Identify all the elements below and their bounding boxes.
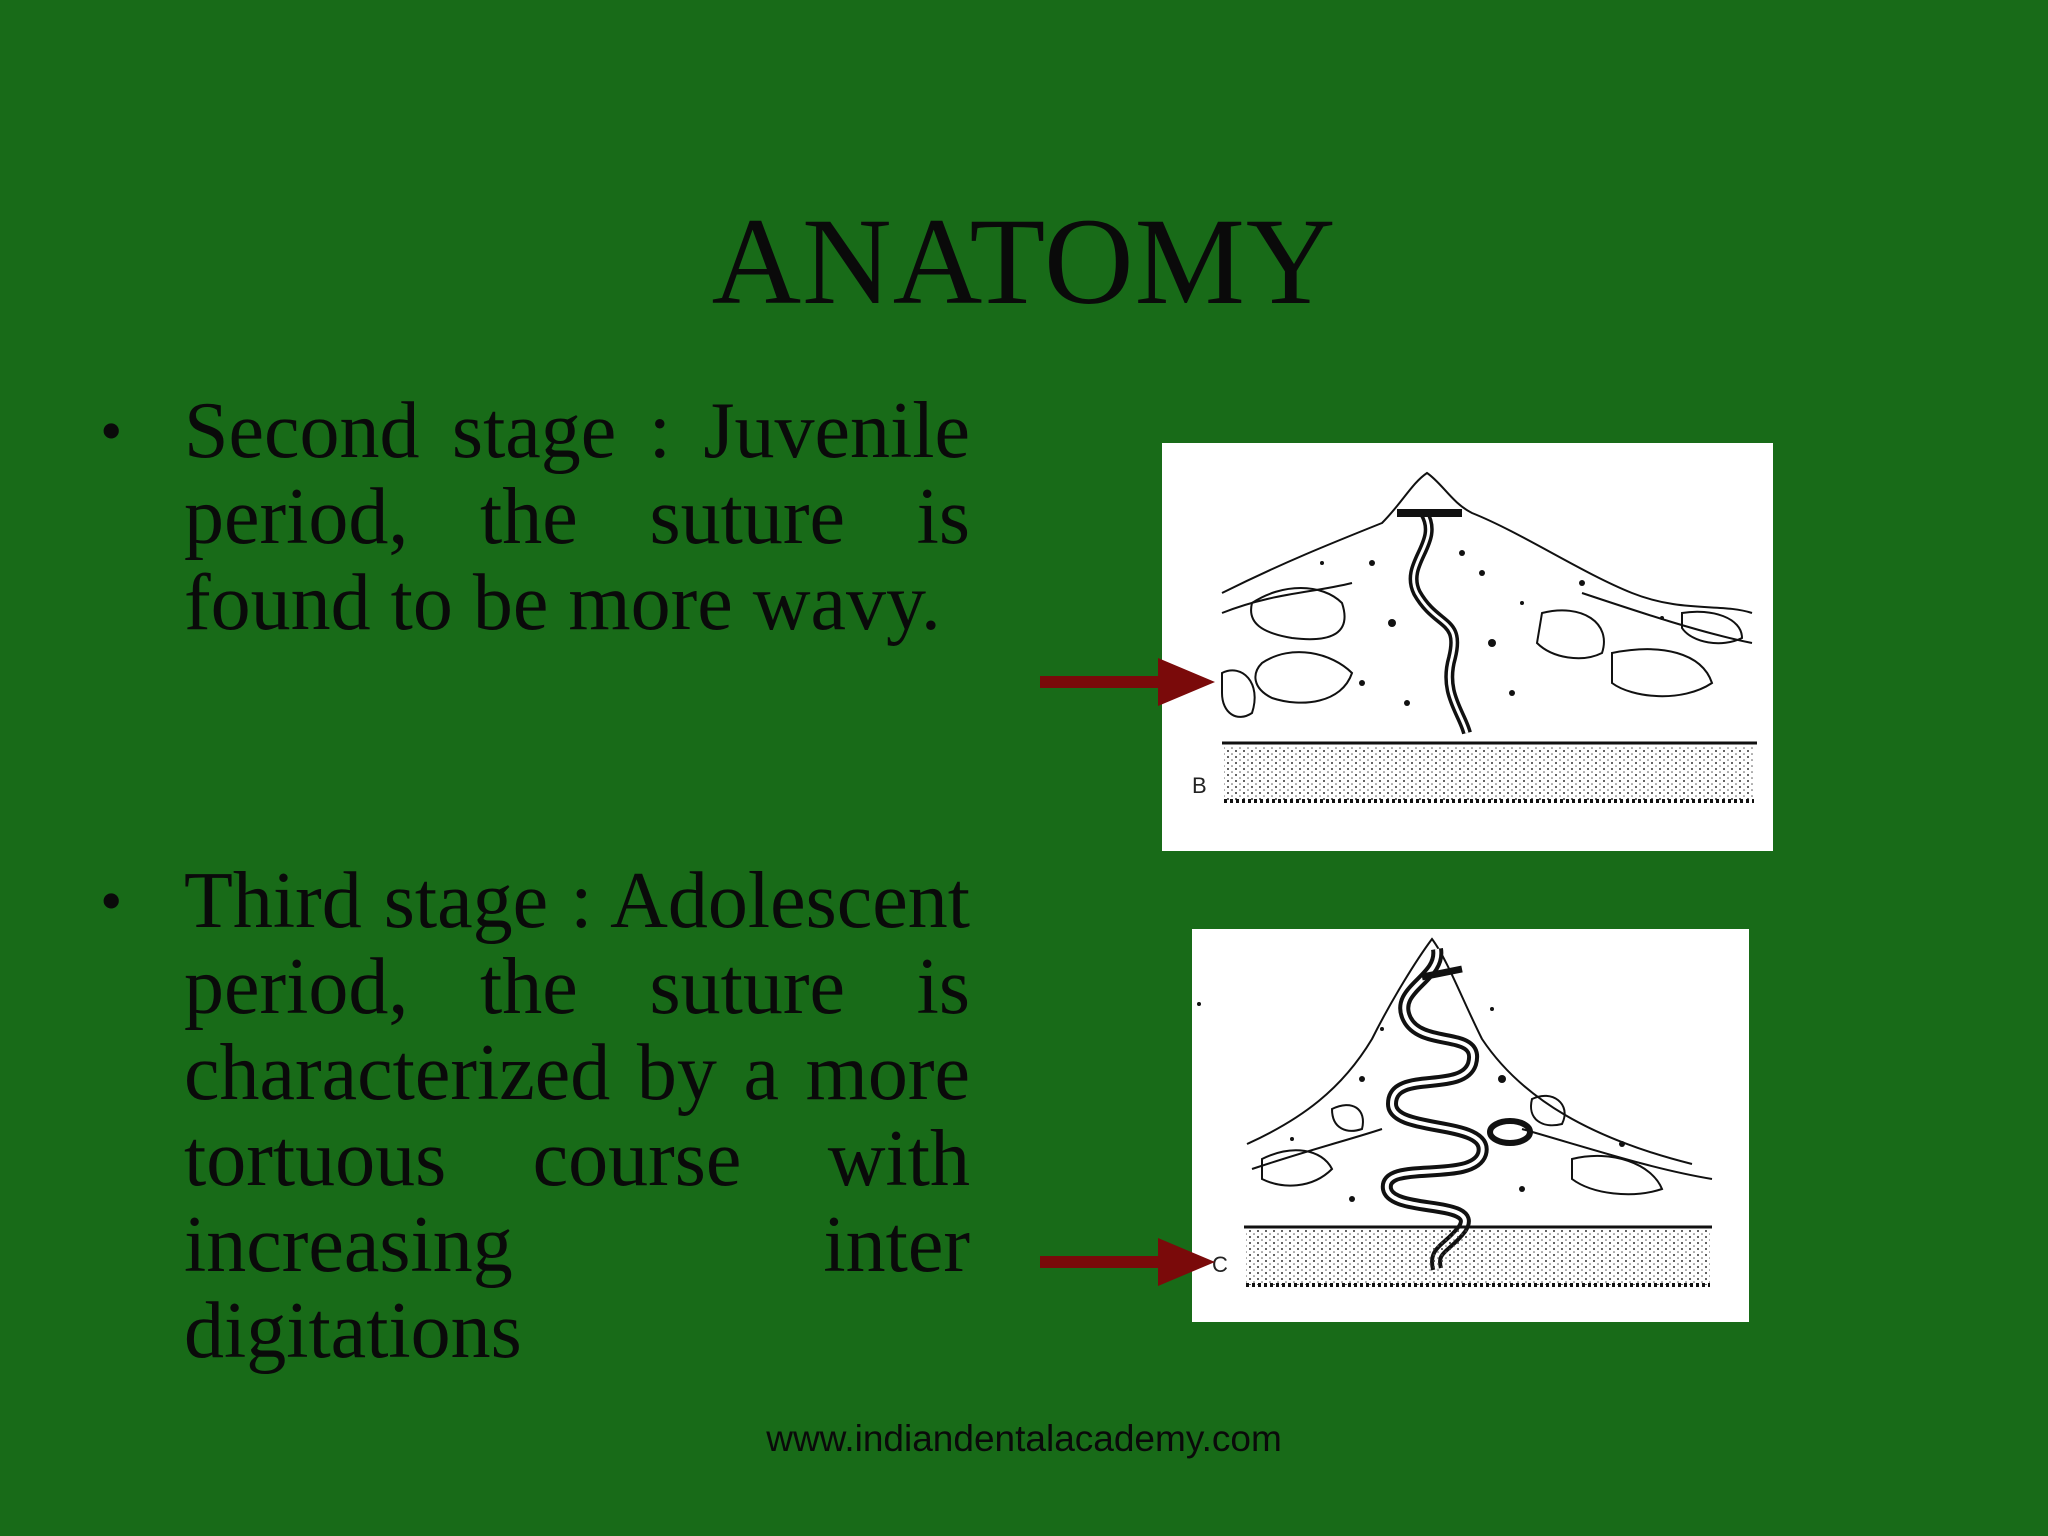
bullet-marker: • xyxy=(100,395,123,466)
suture-illustration-b xyxy=(1162,443,1773,851)
suture-diagram-adolescent xyxy=(1192,929,1749,1322)
figure-label-c: C xyxy=(1212,1252,1228,1277)
suture-diagram-juvenile xyxy=(1162,443,1773,851)
footer-website: www.indiandentalacademy.com xyxy=(766,1418,1282,1459)
arrow-right-icon xyxy=(1040,656,1215,708)
bullet-text: Third stage : Adolescent period, the suture is characterized by a more tortuous course with increasing inter digitations xyxy=(184,857,970,1375)
figure-label-b: B xyxy=(1192,773,1207,798)
bullet-third-stage xyxy=(100,858,970,1378)
bullet-marker: • xyxy=(100,865,123,936)
bullet-second-stage xyxy=(100,388,970,738)
suture-illustration-c xyxy=(1192,929,1749,1322)
slide-title: ANATOMY xyxy=(711,193,1337,330)
arrow-right-icon xyxy=(1040,1236,1215,1288)
bullet-text: Second stage : Juvenile period, the suture is found to be more wavy. xyxy=(184,387,970,647)
